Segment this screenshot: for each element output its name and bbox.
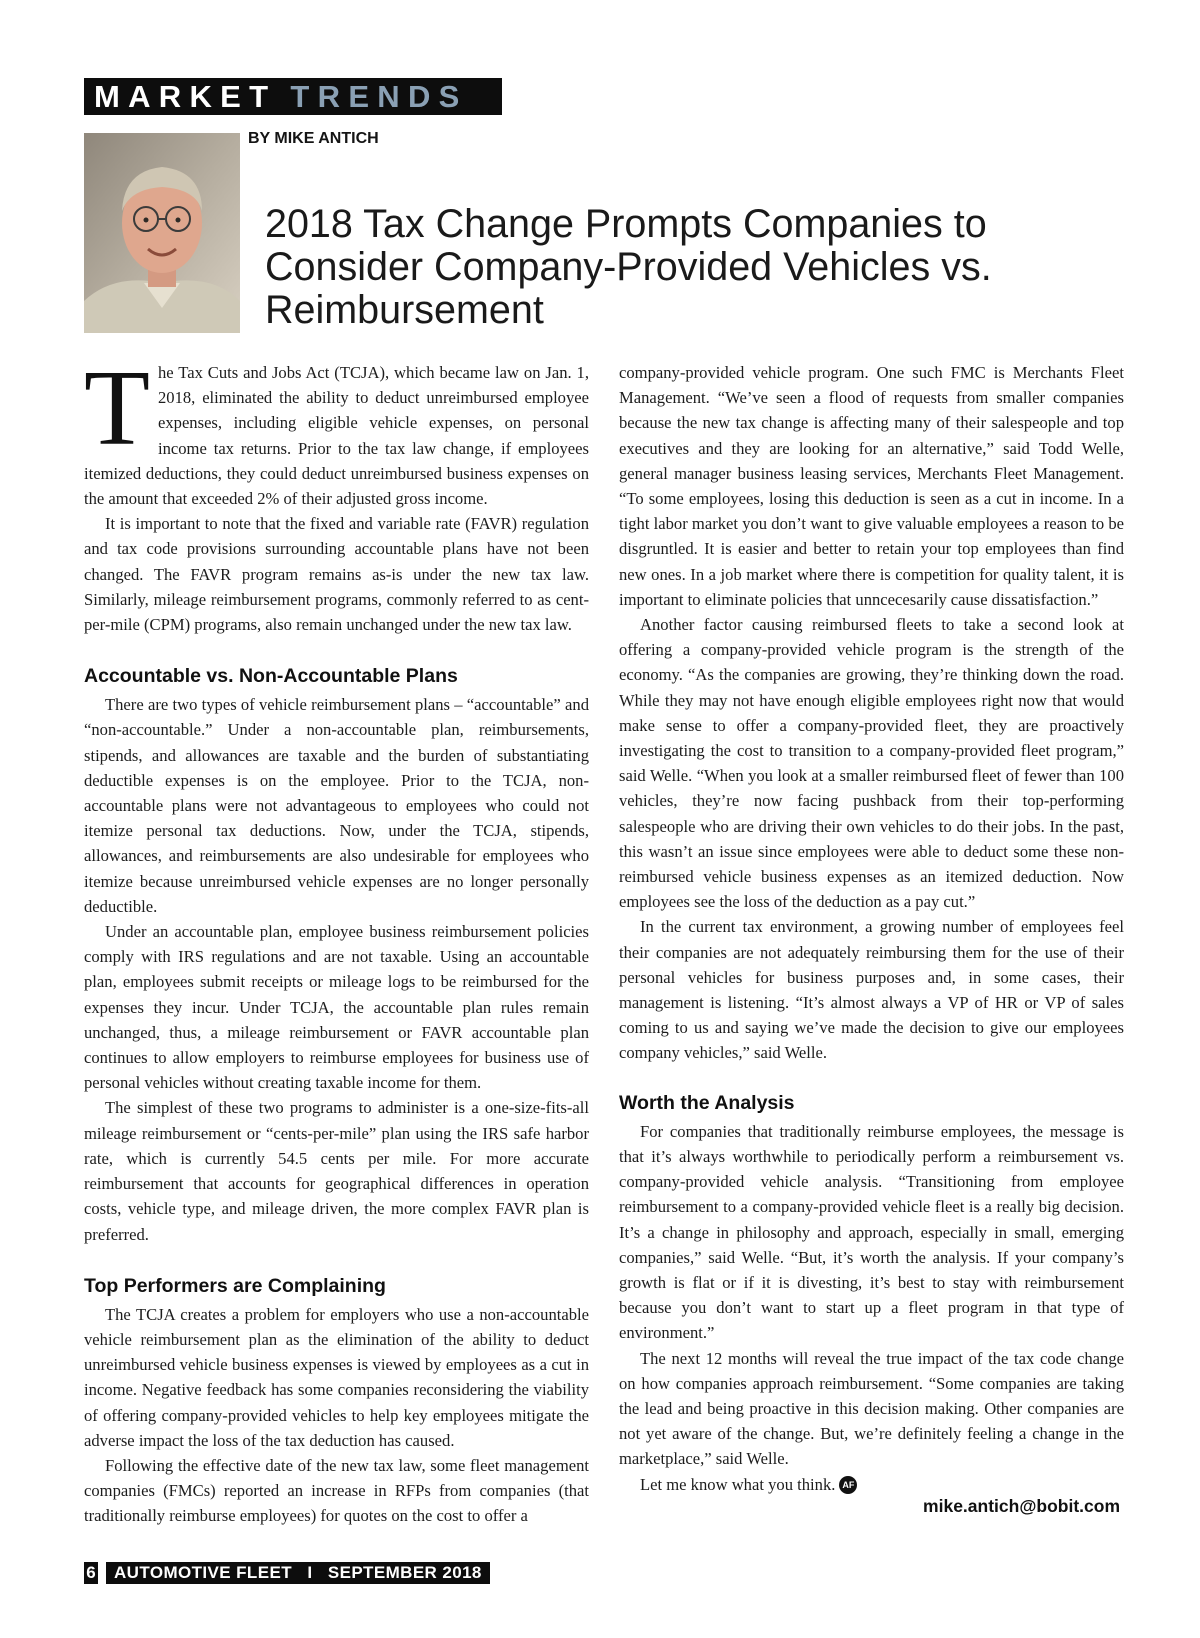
paragraph-intro: The Tax Cuts and Jobs Act (TCJA), which became law on Jan. 1, 2018, eliminated the ability to deduct unreimbursed employee expenses, including eligible vehicle expenses, on personal income tax returns. Prior to the tax law change, if employees itemized deductions, they could deduct unreimbursed business expenses on the amount that exceeded 2% of their adjusted gross income.	[84, 349, 589, 509]
section-title-trends: TRENDS	[290, 78, 468, 114]
byline: BY MIKE ANTICH	[248, 130, 379, 147]
author-photo	[84, 133, 240, 333]
paragraph: It is important to note that the fixed and variable rate (FAVR) regulation and tax code provisions surrounding accountable plans have not been changed. The FAVR program remains as-is under the new tax law. Similarly, mileage reimbursement programs, commonly referred to as cent-per-mile (CPM) programs, also remain unchanged under the new tax law.	[84, 514, 589, 635]
section-title-market: MARKET	[94, 78, 277, 114]
article-left-column	[84, 349, 589, 1529]
paragraph: The TCJA creates a problem for employers who use a non-accountable vehicle reimbursement plan as the elimination of the ability to deduct unreimbursed vehicle business expenses is viewed by employees as a cut in income. Negative feedback has some companies reconsidering the viability of offering company-provided vehicles to help key employees mitigate the adverse impact the loss of the tax deduction has caused.	[84, 1304, 589, 1450]
section-banner	[84, 78, 502, 115]
drop-cap: T	[84, 349, 150, 468]
author-portrait-illustration	[84, 133, 240, 333]
paragraph: Following the effective date of the new tax law, some fleet management companies (FMCs) reported an increase in RFPs from companies (that traditionally reimburse employees) for quotes on the cost to offer a	[84, 1455, 589, 1526]
page-number: 6	[84, 1562, 98, 1584]
paragraph: Another factor causing reimbursed fleets to take a second look at offering a company-provided vehicle program is the strength of the economy. “As the companies are growing, they’re thinking down the road. While they may not have enough eligible employees right now that would make sense to offer a company-provided fleet, they are proactively investigating the cost to transition to a company-provided fleet program,” said Welle. “When you look at a smaller reimbursed fleet of fewer than 100 vehicles, they’re now facing pushback from their top-performing salespeople who are driving their own vehicles to do their jobs. In the past, this wasn’t an issue since employees were able to deduct some these non-reimbursed vehicle business expenses as an itemized deduction. Now employees see the loss of the deduction as a pay cut.”	[619, 615, 1124, 912]
author-email[interactable]: mike.antich@bobit.com	[923, 1496, 1120, 1516]
subheading-accountable-plans: Accountable vs. Non-Accountable Plans	[84, 665, 458, 688]
paragraph: In the current tax environment, a growing number of employees feel their companies are not adequately reimbursing them for the use of their personal vehicles for business purposes and, in some cases, their management is listening. “It’s almost always a VP of HR or VP of sales coming to us and saying we’ve made the decision to give our employees company vehicles,” said Welle.	[619, 917, 1124, 1063]
paragraph: company-provided vehicle program. One such FMC is Merchants Fleet Management. “We’ve seen a flood of requests from smaller companies because the new tax change is affecting many of their salespeople and top executives and they are looking for an alternative,” said Todd Welle, general manager business leasing services, Merchants Fleet Management. “To some employees, losing this deduction is seen as a cut in income. In a tight labor market you don’t want to give valuable employees a reason to be disgruntled. It is easier and better to retain your top employees than find new ones. In a job market where there is competition for quality talent, it is important to eliminate policies that unncecesarily cause dissatisfaction.”	[619, 363, 1124, 609]
paragraph: There are two types of vehicle reimbursement plans – “accountable” and “non-accountable.” Under a non-accountable plan, reimbursements, stipends, and allowances are taxable and the burden of substantiating deductible expenses is on the employee. Prior to the TCJA, non-accountable plans were not advantageous to employees who could not itemize personal tax deductions. Now, under the TCJA, stipends, allowances, and reimbursements are also undesirable for employees who itemize because unreimbursed vehicle expenses are no longer personally deductible.	[84, 695, 589, 916]
paragraph: For companies that traditionally reimburse employees, the message is that it’s always worthwhile to periodically perform a reimbursement vs. company-provided vehicle analysis. “Transitioning from employee reimbursement to a company-provided vehicle fleet is a really big decision. It’s a change in philosophy and approach, especially in small, emerging companies,” said Welle. “But, it’s worth the analysis. If your company’s growth is flat or if it is divesting, it’s best to stay with reimbursement because you don’t want to start up a fleet program in that type of environment.”	[619, 1121, 1124, 1343]
end-mark-icon: AF	[839, 1476, 857, 1494]
paragraph: Under an accountable plan, employee business reimbursement policies comply with IRS regulations and are not taxable. Using an accountable plan, employees submit receipts or mileage logs to be reimbursed for the expenses they incur. Under TCJA, the accountable plan rules remain unchanged, thus, a mileage reimbursement or FAVR accountable plan continues to allow employers to reimburse employees for business use of personal vehicles without creating taxable income for them.	[84, 922, 589, 1093]
subheading-worth-the-analysis: Worth the Analysis	[619, 1091, 795, 1114]
paragraph: The simplest of these two programs to administer is a one-size-fits-all mileage reimbursement or “cents-per-mile” plan using the IRS safe harbor rate, which is currently 54.5 cents per mile. For more accurate reimbursement that accounts for geographical differences in operation costs, vehicle type, and mileage driven, the more complex FAVR plan is preferred.	[84, 1098, 589, 1244]
subheading-top-performers: Top Performers are Complaining	[84, 1274, 386, 1297]
publication-issue: AUTOMOTIVE FLEET I SEPTEMBER 2018	[106, 1562, 490, 1584]
article-right-column	[619, 360, 1124, 1497]
article-headline: 2018 Tax Change Prompts Companies to Consider Company-Provided Vehicles vs. Reimbursement	[265, 202, 992, 332]
paragraph-closing: Let me know what you think. AF	[619, 1472, 1124, 1497]
page-footer	[84, 1562, 490, 1584]
paragraph: The next 12 months will reveal the true impact of the tax code change on how companies approach reimbursement. “Some companies are taking the lead and being proactive in this decision making. Other companies are not yet aware of the change. But, we’re definitely feeling a change in the marketplace,” said Welle.	[619, 1348, 1124, 1469]
